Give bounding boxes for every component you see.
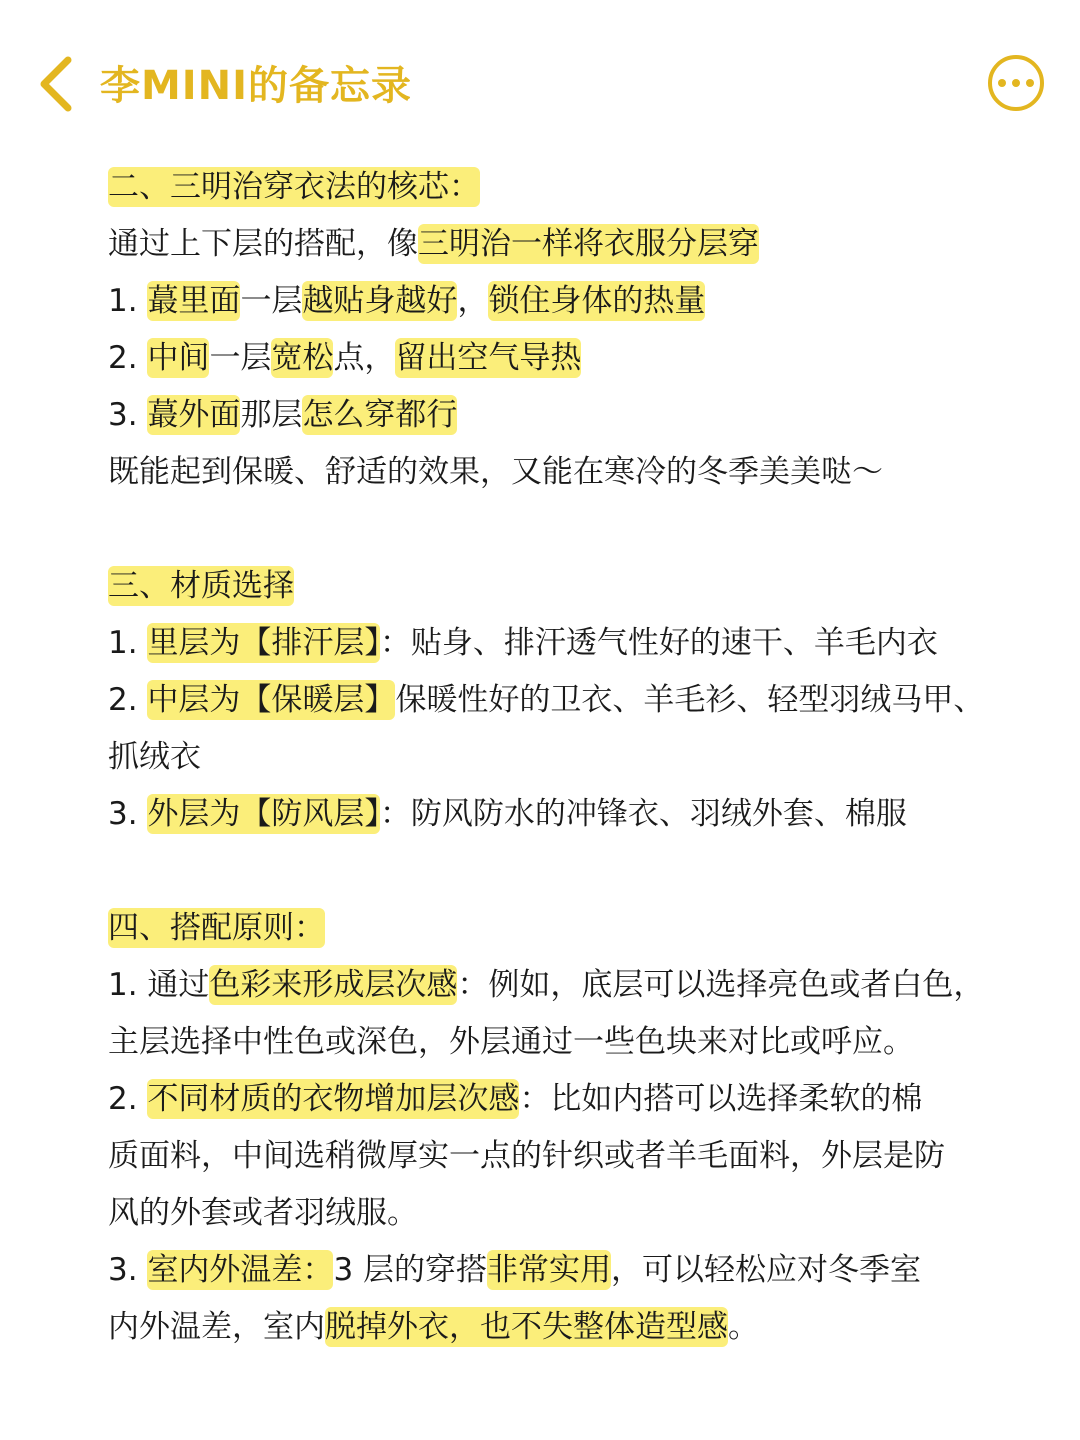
highlight-text: 中层为【保暖层】 [147, 682, 396, 718]
item-number: 3. [108, 1252, 148, 1288]
highlight-text: 外层为【防风层】 [147, 796, 380, 832]
text: 主层选择中性色或深色，外层通过一些色块来对比或呼应。 [108, 1024, 914, 1060]
item-number: 1. 通过 [108, 967, 210, 1003]
text: 抓绒衣 [108, 739, 201, 775]
list-item [108, 273, 1008, 330]
highlight-text: 色彩来形成层次感 [209, 967, 458, 1003]
highlight-text: 脱掉外衣，也不失整体造型感 [325, 1309, 728, 1345]
note-line [108, 216, 1008, 273]
highlight-text: 留出空气导热 [395, 340, 582, 376]
highlight-text: 非常实用 [487, 1252, 612, 1288]
highlight-text: 怎么穿都行 [302, 397, 458, 433]
more-button[interactable] [988, 55, 1044, 111]
list-item [108, 786, 1008, 843]
item-number: 3. [108, 796, 148, 832]
section-heading [108, 900, 1008, 957]
text: 内外温差，室内 [108, 1309, 325, 1345]
text: 一层 [240, 283, 303, 319]
list-item-continued [108, 1185, 1008, 1242]
text: 保暖性好的卫衣、羊毛衫、轻型羽绒马甲、 [395, 682, 985, 718]
text: ：例如，底层可以选择亮色或者白色， [457, 967, 985, 1003]
note-line [108, 444, 1008, 501]
list-item [108, 615, 1008, 672]
blank-line [108, 501, 1008, 558]
text: 点， [333, 340, 396, 376]
list-item [108, 957, 1008, 1014]
item-number: 2. [108, 682, 148, 718]
text: 一层 [209, 340, 272, 376]
text: 那层 [240, 397, 303, 433]
heading-text: 二、三明治穿衣法的核芯： [108, 169, 480, 205]
text: ：比如内搭可以选择柔软的棉 [519, 1081, 923, 1117]
list-item-continued [108, 729, 1008, 786]
list-item [108, 1071, 1008, 1128]
text: 质面料，中间选稍微厚实一点的针织或者羊毛面料，外层是防 [108, 1138, 945, 1174]
highlight-text: 不同材质的衣物增加层次感 [147, 1081, 520, 1117]
item-number: 1. [108, 625, 148, 661]
text: 通过上下层的搭配，像 [108, 226, 418, 262]
note-body [108, 159, 1008, 1356]
list-item-continued [108, 1014, 1008, 1071]
text: ，可以轻松应对冬季室 [611, 1252, 922, 1288]
item-number: 2. [108, 1081, 148, 1117]
item-number: 3. [108, 397, 148, 433]
section-heading [108, 159, 1008, 216]
list-item [108, 672, 1008, 729]
highlight-text: 越贴身越好 [302, 283, 458, 319]
more-horizontal-icon [1026, 79, 1034, 87]
highlight-text: 锁住身体的热量 [488, 283, 706, 319]
text: 既能起到保暖、舒适的效果，又能在寒冷的冬季美美哒～ [108, 454, 883, 490]
more-horizontal-icon [998, 79, 1006, 87]
highlight-text: 宽松 [271, 340, 334, 376]
highlight-text: 室内外温差： [147, 1252, 334, 1288]
text: 3 层的穿搭 [333, 1252, 488, 1288]
text: ：贴身、排汗透气性好的速干、羊毛内衣 [379, 625, 938, 661]
list-item [108, 330, 1008, 387]
note-header [0, 0, 1080, 170]
text: 。 [728, 1309, 759, 1345]
text: ：防风防水的冲锋衣、羽绒外套、棉服 [379, 796, 907, 832]
highlight-text: 蕞里面 [147, 283, 241, 319]
list-item-continued [108, 1299, 1008, 1356]
highlight-text: 里层为【排汗层】 [147, 625, 380, 661]
list-item [108, 1242, 1008, 1299]
highlight-text: 三明治一样将衣服分层穿 [418, 226, 759, 262]
note-title: 李MINI的备忘录 [100, 63, 413, 109]
text: ， [457, 283, 489, 319]
item-number: 2. [108, 340, 148, 376]
highlight-text: 中间 [147, 340, 210, 376]
back-button[interactable] [34, 54, 90, 114]
list-item-continued [108, 1128, 1008, 1185]
item-number: 1. [108, 283, 148, 319]
chevron-left-icon [34, 54, 90, 114]
section-heading [108, 558, 1008, 615]
list-item [108, 387, 1008, 444]
more-horizontal-icon [1012, 79, 1020, 87]
highlight-text: 蕞外面 [147, 397, 241, 433]
blank-line [108, 843, 1008, 900]
text: 风的外套或者羽绒服。 [108, 1195, 418, 1231]
heading-text: 三、材质选择 [108, 568, 294, 604]
heading-text: 四、搭配原则： [108, 910, 325, 946]
